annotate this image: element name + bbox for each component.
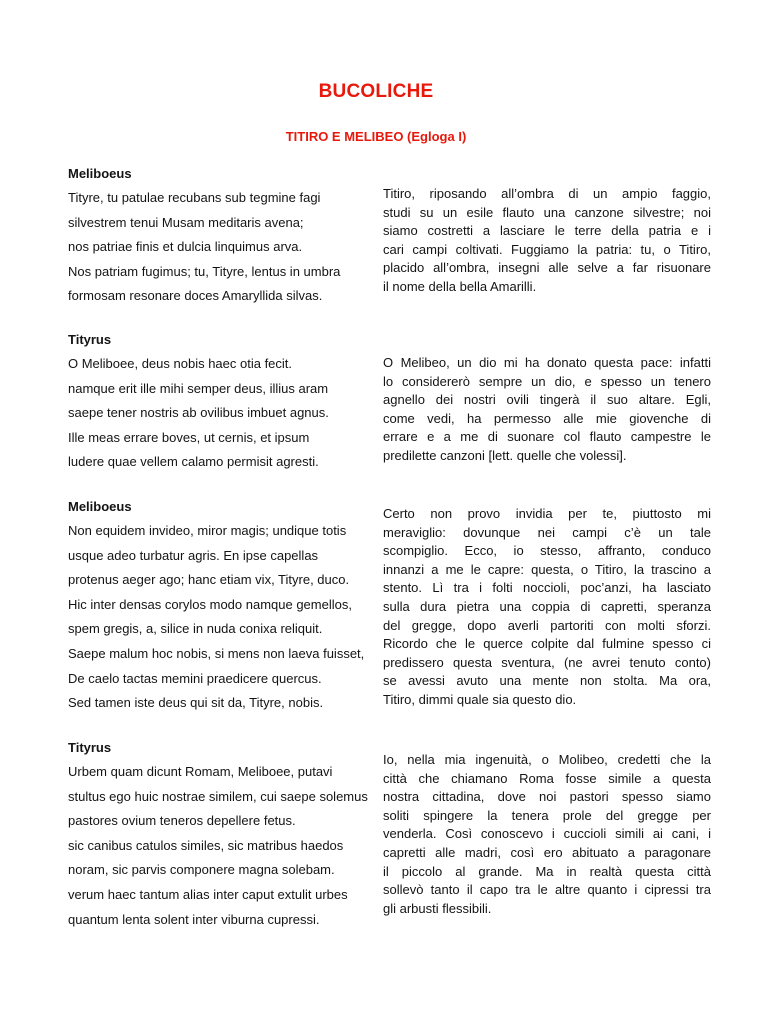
latin-verse: noram, sic parvis componere magna solebam.: [68, 862, 335, 878]
latin-section-4: [68, 740, 368, 932]
italian-section-2: [383, 354, 711, 466]
italian-line: cari campi coltivati. Fuggiamo la patria: tu, o Titiro,: [383, 241, 711, 257]
latin-verse: Sed tamen iste deus qui sit da, Tityre, nobis.: [68, 695, 324, 711]
latin-verse: O Meliboee, deus nobis haec otia fecit.: [68, 356, 293, 371]
latin-verse: usque adeo turbatur agris. En ipse capellas: [68, 547, 319, 563]
italian-line: venderla. Così conoscevo i cuccioli simili ai cani, i: [383, 826, 711, 842]
latin-verse: Saepe malum hoc nobis, si mens non laeva fuisset,: [68, 645, 365, 661]
latin-verse: Urbem quam dicunt Romam, Meliboee, putavi: [68, 764, 333, 779]
italian-line: stento. Lì tra i folti noccioli, poc’anzi, ha lasciato: [383, 580, 711, 596]
latin-verse: Nos patriam fugimus; tu, Tityre, lentus in umbra: [68, 263, 341, 279]
italian-line: del gregge, dopo averli partoriti con molti sforzi.: [383, 617, 711, 633]
latin-verse: De caelo tactas memini praedicere quercus.: [68, 670, 322, 686]
latin-verse: ludere quae vellem calamo permisit agresti.: [68, 454, 319, 470]
italian-line: scompiglio. Ecco, io stesso, affranto, conduco: [383, 543, 711, 559]
italian-line: Io, nella mia ingenuità, o Molibeo, credetti che la: [383, 752, 711, 767]
latin-verse: Non equidem invideo, miror magis; undique totis: [68, 523, 347, 538]
italian-line: O Melibeo, un dio mi ha donato questa pace: infatti: [383, 355, 711, 370]
speaker-name: Tityrus: [68, 740, 112, 755]
latin-verse: quantum lenta solent inter viburna cupressi.: [68, 911, 320, 927]
italian-line: il piccolo al grande. Ma in realtà questa città: [383, 863, 711, 879]
latin-verse: spem gregis, a, silice in nuda conixa reliquit.: [68, 621, 323, 637]
italian-line: meraviglio: dovunque nei campi c’è un tale: [383, 524, 711, 540]
italian-line: Titiro, riposando all’ombra di un ampio faggio,: [383, 186, 711, 201]
italian-line: Certo non provo invidia per te, piuttosto mi: [383, 506, 711, 521]
speaker-name: Meliboeus: [68, 166, 132, 181]
latin-verse: Ille meas errare boves, ut cernis, et ipsum: [68, 429, 310, 445]
italian-section-1: [383, 185, 711, 297]
italian-line: soliti spingere la tenera prole del gregge per: [383, 807, 711, 823]
italian-line: gli arbusti flessibili.: [383, 900, 492, 916]
italian-section-4: [383, 751, 711, 918]
latin-verse: stultus ego huic nostrae similem, cui saepe solemus: [68, 788, 368, 804]
italian-line: nostra cittadina, dove noi pastori spesso siamo: [383, 789, 711, 805]
italian-line: lo considererò sempre un dio, e spesso un tenero: [383, 373, 711, 389]
latin-verse: protenus aeger ago; hanc etiam vix, Tityre, duco.: [68, 572, 350, 588]
speaker-name: Meliboeus: [68, 499, 132, 514]
italian-line: innanzi a me le capre: questa, o Titiro, la trascino a: [383, 561, 711, 577]
latin-verse: Hic inter densas corylos modo namque gemellos,: [68, 596, 352, 612]
italian-line: sollevò tanto il capo tra le altre quanto i cipressi tra: [383, 882, 711, 898]
italian-line: se avessi avuto una mente non stolta. Ma ora,: [383, 673, 711, 689]
italian-line: predissero questa sventura, (ne avrei tenuto conto): [383, 654, 711, 670]
italian-line: il nome della bella Amarilli.: [383, 278, 537, 294]
latin-verse: pastores ovium teneros depellere fetus.: [68, 813, 296, 829]
italian-line: Titiro, dimmi quale sia questo dio.: [383, 691, 577, 707]
italian-line: errare e a me di suonare col flauto campestre le: [383, 429, 711, 445]
latin-verse: silvestrem tenui Musam meditaris avena;: [68, 214, 304, 230]
latin-verse: namque erit ille mihi semper deus, illius aram: [68, 380, 329, 396]
latin-section-3: [68, 499, 368, 716]
italian-line: agnello dei nostri ovili tingerà il suo altare. Egli,: [383, 392, 711, 408]
italian-line: come vedi, ha permesso alle mie giovenche di: [383, 410, 711, 426]
latin-verse: Tityre, tu patulae recubans sub tegmine fagi: [68, 190, 321, 205]
italian-line: placido all’ombra, insegni alle selve a far risuonare: [383, 260, 711, 276]
latin-section-2: [68, 332, 368, 475]
italian-section-3: [383, 505, 711, 710]
italian-line: Ricordo che le querce colpite dal fulmine spesso ci: [383, 636, 711, 652]
latin-verse: formosam resonare doces Amaryllida silvas.: [68, 288, 323, 304]
italian-line: città che chiamano Roma fosse simile a questa: [383, 770, 711, 786]
page-title: BUCOLICHE: [318, 81, 434, 102]
latin-verse: saepe tener nostris ab ovilibus imbuet agnus.: [68, 405, 329, 421]
eclogue-subtitle: TITIRO E MELIBEO (Egloga I): [285, 129, 467, 144]
italian-line: predilette canzoni [lett. quelle che volessi].: [383, 447, 627, 463]
latin-section-1: [68, 166, 368, 309]
italian-line: sulla dura pietra una coppia di capretti, speranza: [383, 598, 711, 614]
italian-line: studi su un esile flauto una canzone silvestre; noi: [383, 204, 711, 220]
latin-verse: sic canibus catulos similes, sic matribus haedos: [68, 837, 344, 853]
latin-verse: nos patriae finis et dulcia linquimus arva.: [68, 239, 303, 255]
speaker-name: Tityrus: [68, 332, 112, 347]
italian-line: siamo costretti a lasciare le terre della patria e i: [383, 223, 711, 239]
italian-line: capretti alle madri, così ero abituato a paragonare: [383, 844, 711, 860]
latin-verse: verum haec tantum alias inter caput extulit urbes: [68, 886, 348, 902]
